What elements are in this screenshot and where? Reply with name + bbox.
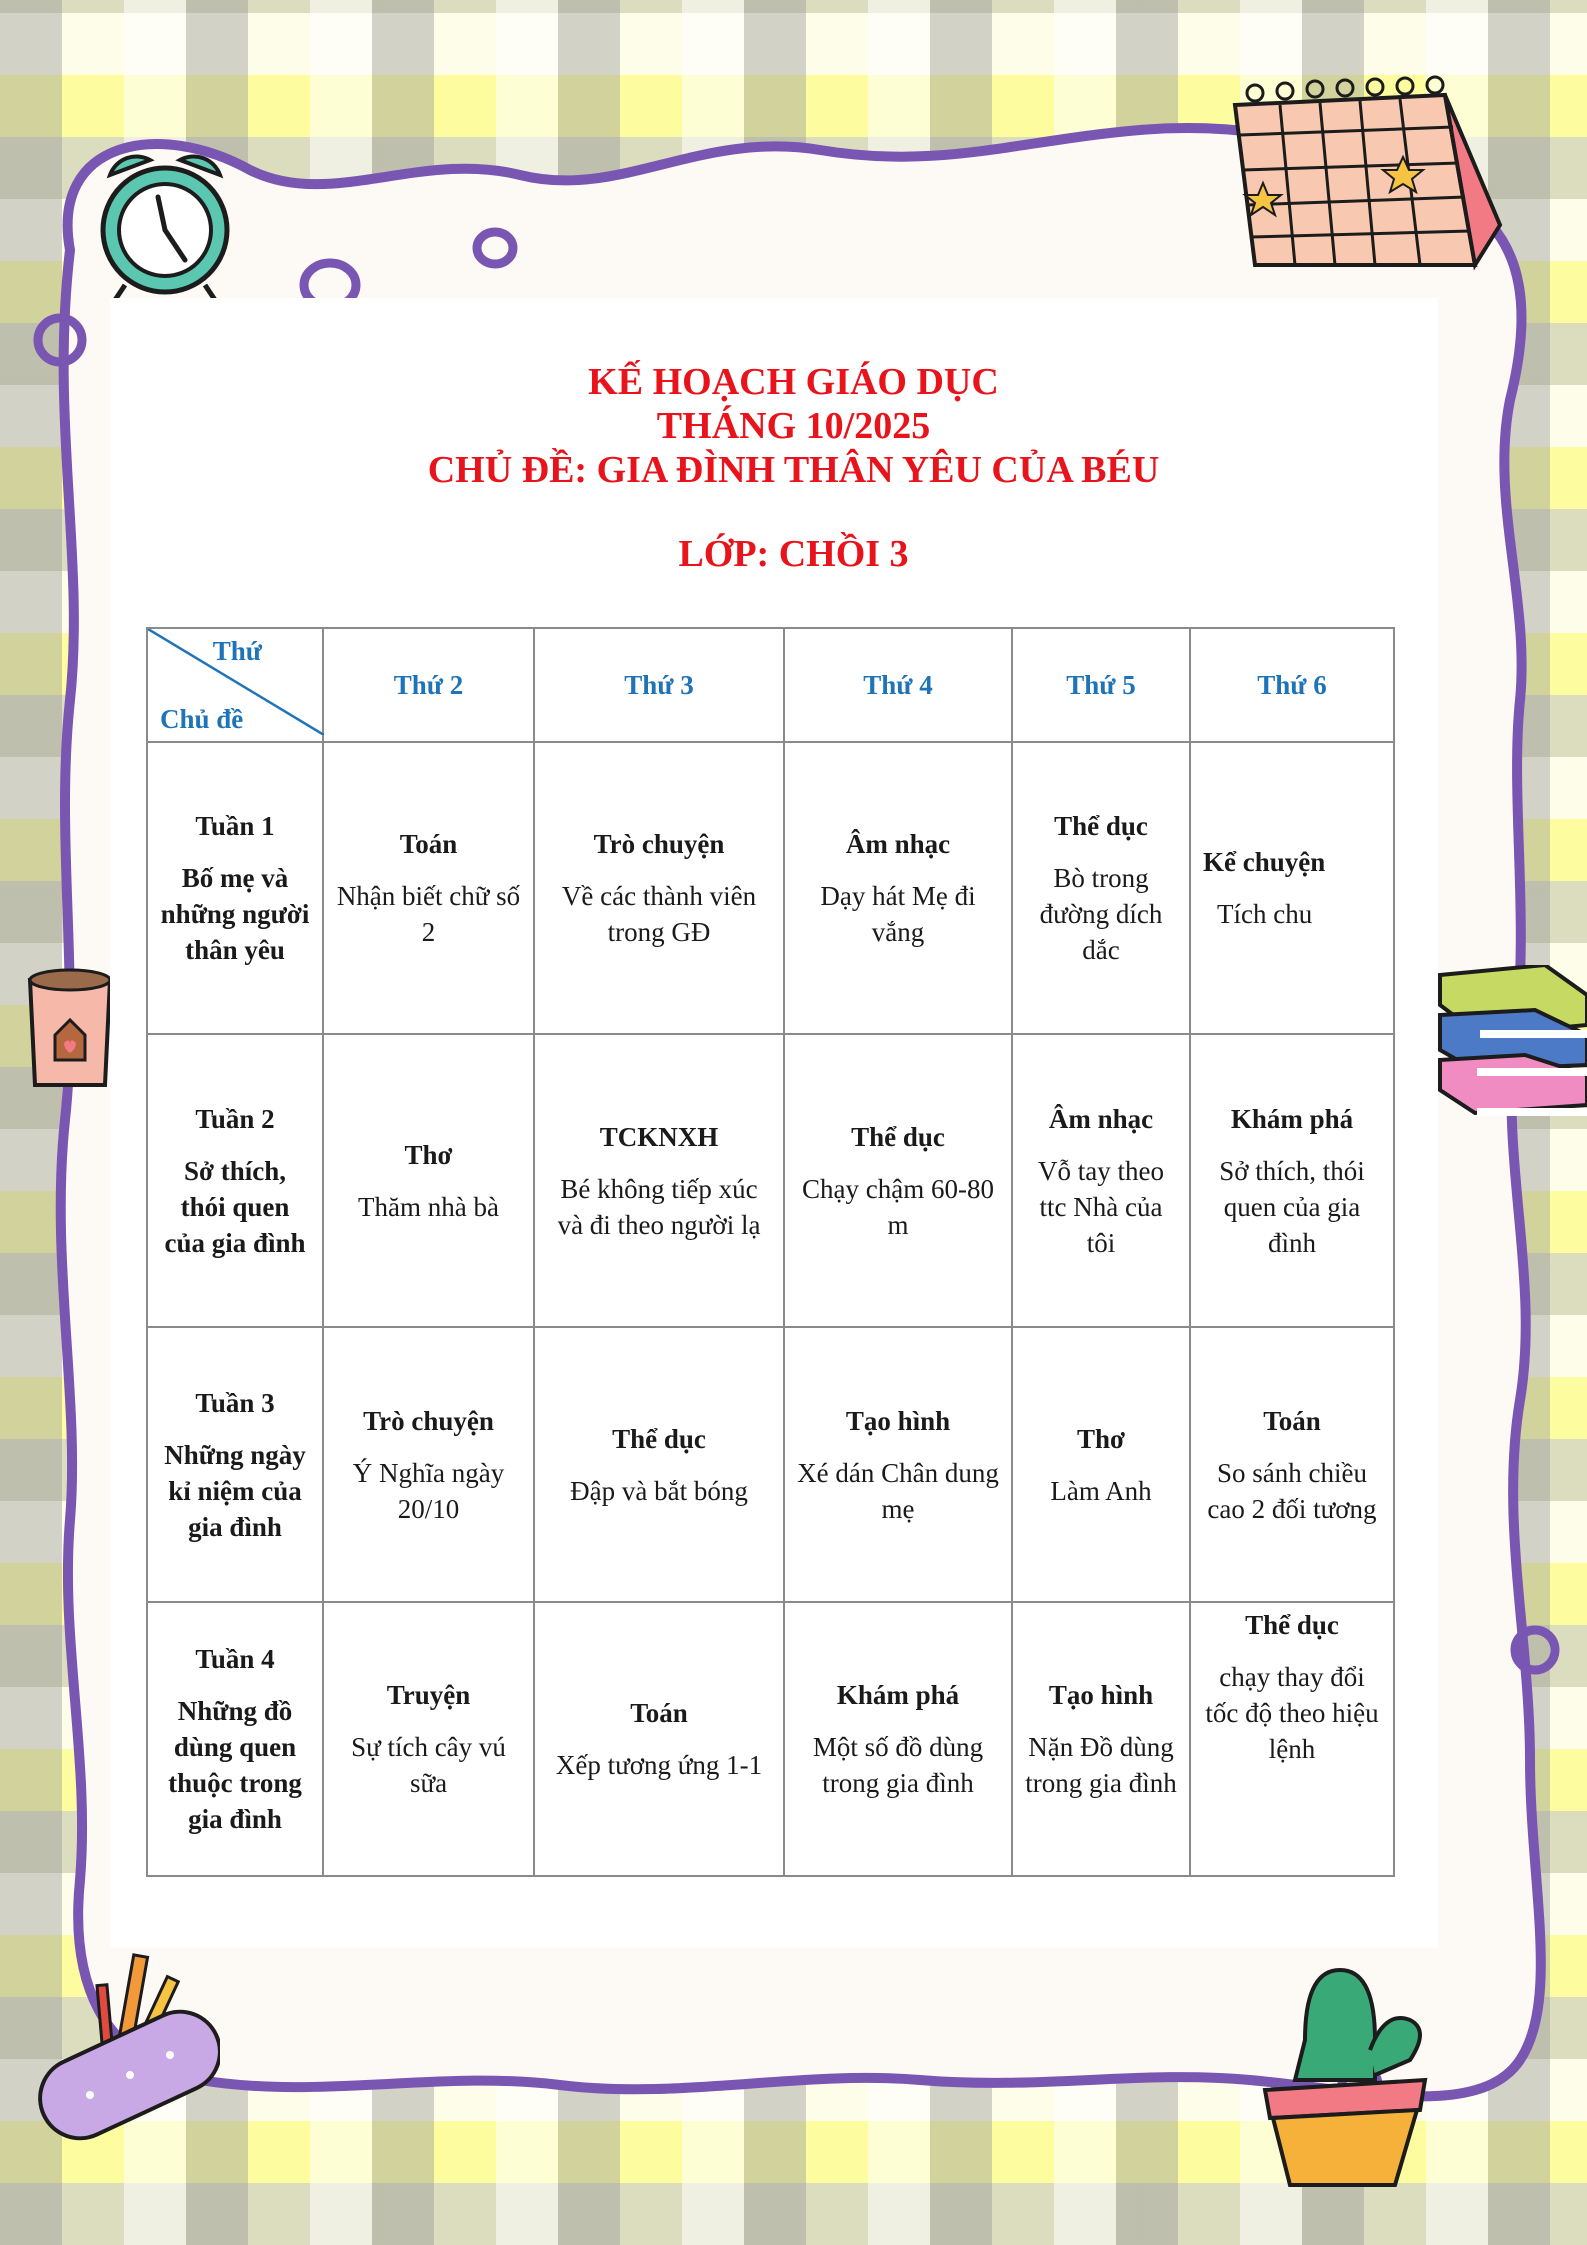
table-row [147, 1034, 1394, 1327]
table-header-row [147, 628, 1394, 742]
activity-subject: Toán [399, 829, 458, 859]
day-header: Thứ 3 [534, 628, 784, 742]
activity-desc: Sở thích, thói quen của gia đình [1219, 1155, 1365, 1258]
activity-desc: Bé không tiếp xúc và đi theo người lạ [557, 1173, 761, 1240]
activity-cell [784, 1034, 1012, 1327]
mug-icon [20, 965, 120, 1095]
week-cell [147, 742, 323, 1034]
week-label: Tuần 2 [195, 1103, 275, 1134]
week-label: Tuần 4 [195, 1644, 275, 1674]
activity-desc: Thăm nhà bà [358, 1191, 499, 1222]
activity-subject: Trò chuyện [363, 1405, 494, 1436]
day-header: Thứ 5 [1012, 628, 1190, 742]
activity-desc: Sự tích cây vú sữa [351, 1732, 506, 1798]
cactus-icon [1245, 1960, 1445, 2190]
activity-desc: Chạy chậm 60-80 m [802, 1173, 994, 1240]
activity-cell [534, 742, 784, 1034]
activity-subject: Thơ [1077, 1423, 1125, 1454]
activity-subject: Thể dục [612, 1423, 706, 1454]
activity-subject: Âm nhạc [845, 829, 951, 859]
activity-desc: Nặn Đồ dùng trong gia đình [1025, 1732, 1177, 1798]
week-cell [147, 1327, 323, 1602]
activity-cell [534, 1034, 784, 1327]
activity-cell [1190, 1602, 1394, 1876]
activity-desc: So sánh chiều cao 2 đối tương [1207, 1457, 1377, 1524]
activity-subject: Toán [630, 1698, 688, 1728]
books-icon [1435, 965, 1587, 1135]
activity-subject: Tạo hình [845, 1405, 951, 1436]
plan-class: LỚP: CHỒI 3 [678, 533, 909, 575]
activity-subject: Âm nhạc [1048, 1103, 1154, 1134]
week-topic: Những đồ dùng quen thuộc trong gia đình [168, 1696, 302, 1834]
activity-desc: chạy thay đổi tốc độ theo hiệu lệnh [1205, 1662, 1379, 1764]
activity-desc: Dạy hát Mẹ đi vắng [820, 881, 976, 947]
activity-cell [784, 742, 1012, 1034]
week-topic: Sở thích, thói quen của gia đình [164, 1155, 306, 1258]
activity-subject: Thể dục [1054, 811, 1148, 841]
activity-cell [1012, 1602, 1190, 1876]
activity-desc: Vỗ tay theo ttc Nhà của tôi [1038, 1155, 1164, 1258]
corner-bottom-label: Chủ đề [160, 704, 244, 734]
activity-desc: Ý Nghĩa ngày 20/10 [352, 1457, 505, 1524]
activity-subject: Khám phá [1230, 1103, 1354, 1134]
week-cell [147, 1602, 323, 1876]
activity-subject: TCKNXH [599, 1121, 719, 1152]
activity-cell [784, 1602, 1012, 1876]
activity-cell [534, 1327, 784, 1602]
activity-cell [323, 1602, 534, 1876]
table-row [147, 742, 1394, 1034]
activity-desc: Đập và bắt bóng [570, 1475, 748, 1506]
activity-subject: Thể dục [851, 1121, 945, 1152]
week-topic: Bố mẹ và những người thân yêu [160, 863, 310, 965]
activity-cell [1190, 742, 1394, 1034]
activity-subject: Thơ [404, 1139, 453, 1170]
activity-subject: Toán [1263, 1405, 1321, 1436]
activity-desc: Xé dán Chân dung mẹ [797, 1457, 999, 1524]
day-header: Thứ 4 [784, 628, 1012, 742]
week-label: Tuần 1 [195, 811, 275, 841]
day-header: Thứ 6 [1190, 628, 1394, 742]
document-header [0, 360, 1587, 576]
activity-cell [323, 1327, 534, 1602]
activity-subject: Truyện [386, 1680, 471, 1710]
activity-desc: Về các thành viên trong GĐ [561, 881, 757, 947]
activity-desc: Bò trong đường dích dắc [1039, 863, 1163, 965]
activity-subject: Khám phá [836, 1680, 960, 1710]
table-row [147, 1327, 1394, 1602]
activity-cell [534, 1602, 784, 1876]
plan-theme: CHỦ ĐỀ: GIA ĐÌNH THÂN YÊU CỦA BÉU [427, 449, 1160, 491]
activity-desc: Nhận biết chữ số 2 [336, 881, 521, 947]
activity-cell [1190, 1327, 1394, 1602]
pencil-case-icon [30, 1945, 220, 2145]
activity-subject: Trò chuyện [593, 829, 725, 859]
day-header: Thứ 2 [323, 628, 534, 742]
activity-cell [323, 742, 534, 1034]
activity-desc: Một số đồ dùng trong gia đình [812, 1732, 984, 1798]
table-row [147, 1602, 1394, 1876]
week-cell [147, 1034, 323, 1327]
week-label: Tuần 3 [195, 1387, 275, 1418]
activity-cell [323, 1034, 534, 1327]
activity-subject: Kể chuyện [1203, 847, 1326, 877]
activity-cell [1012, 742, 1190, 1034]
corner-top-label: Thứ [212, 636, 262, 666]
activity-cell [1190, 1034, 1394, 1327]
activity-cell [784, 1327, 1012, 1602]
week-topic: Những ngày kỉ niệm của gia đình [164, 1439, 306, 1542]
schedule-table [146, 627, 1395, 1877]
activity-subject: Tạo hình [1048, 1680, 1154, 1710]
activity-desc: Tích chu [1217, 899, 1313, 929]
alarm-clock-icon [80, 135, 250, 305]
calendar-icon [1225, 75, 1505, 275]
activity-desc: Xếp tương ứng 1-1 [555, 1750, 763, 1780]
corner-cell [147, 628, 323, 742]
plan-month: THÁNG 10/2025 [656, 405, 931, 447]
activity-cell [1012, 1034, 1190, 1327]
activity-subject: Thể dục [1245, 1610, 1339, 1640]
plan-title: KẾ HOẠCH GIÁO DỤC [588, 361, 999, 403]
activity-desc: Làm Anh [1050, 1475, 1152, 1506]
activity-cell [1012, 1327, 1190, 1602]
